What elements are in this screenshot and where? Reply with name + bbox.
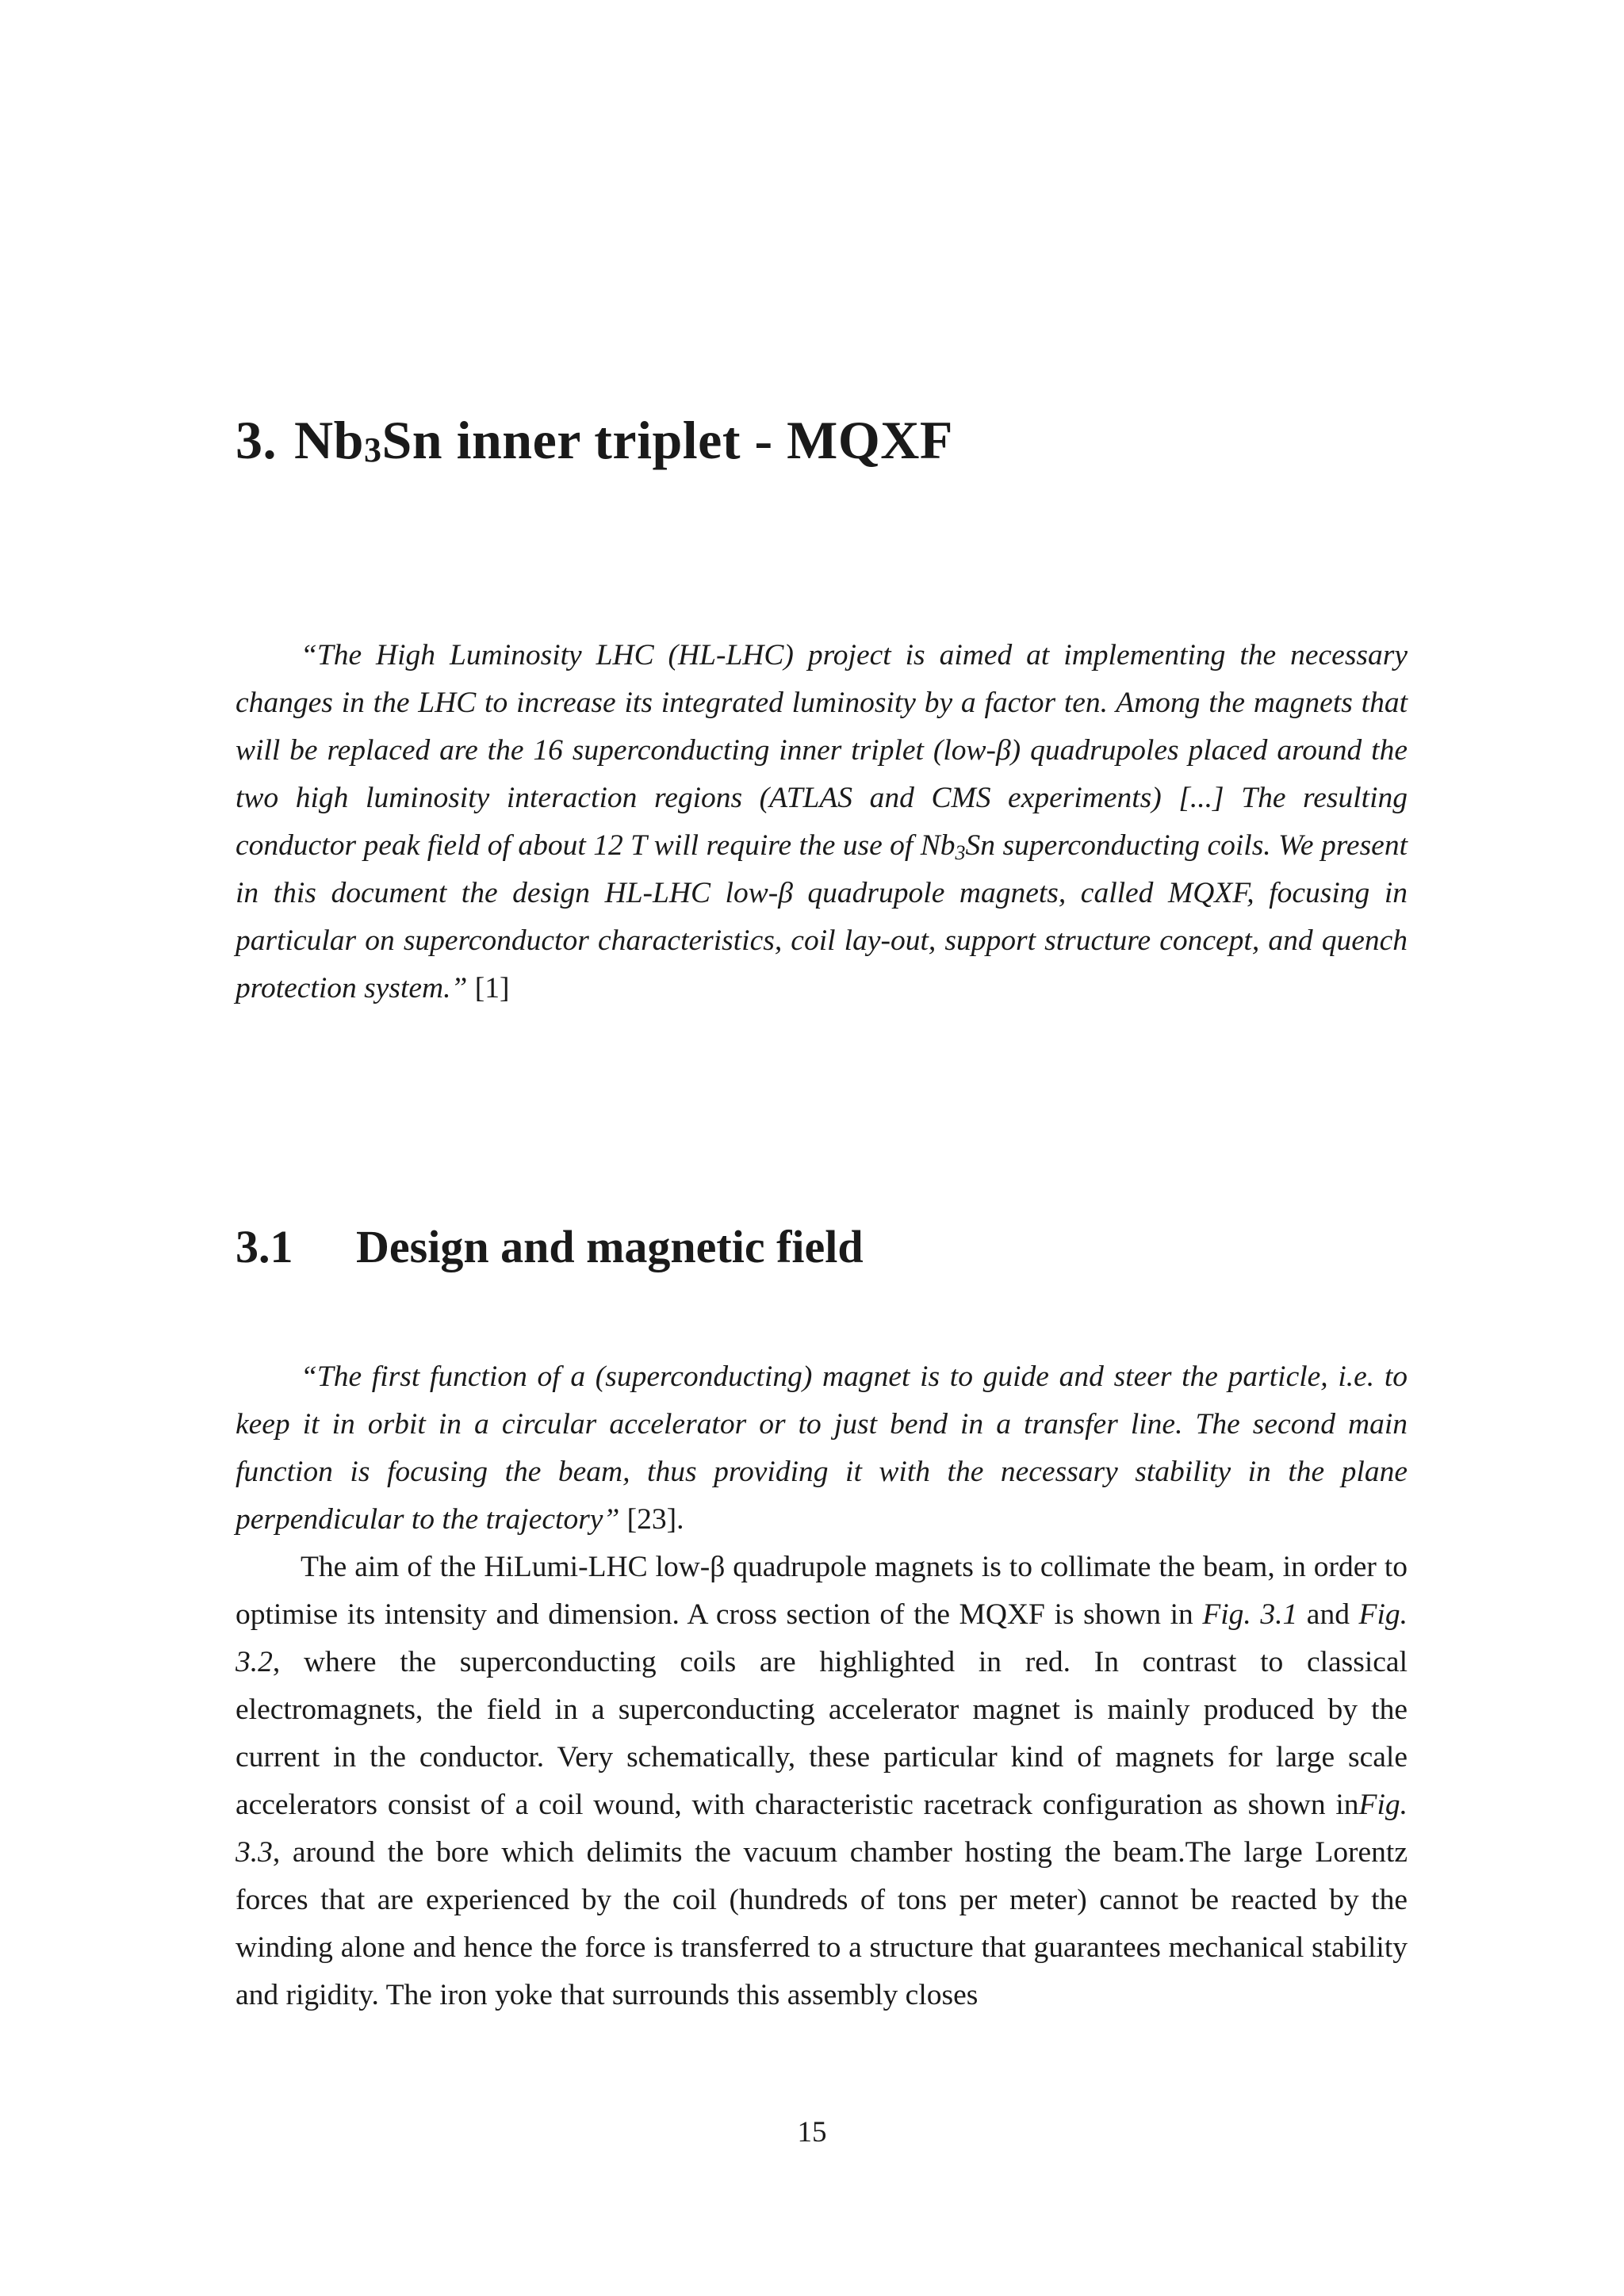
intro-quote-subscript: 3: [955, 841, 966, 864]
body-text-a: The aim of the HiLumi-LHC low-β quadrupole magnets is to collimate the beam, in order to optimise its intensity and dimension. A cross section of the MQXF is shown in: [236, 1551, 1408, 1631]
intro-quote: [236, 632, 1408, 1012]
chapter-number: 3.: [236, 410, 277, 470]
section-title-text: Design and magnetic field: [356, 1221, 864, 1272]
section-quote-citation[interactable]: [23].: [626, 1503, 684, 1536]
intro-quote-block: [236, 632, 1408, 1012]
intro-quote-citation[interactable]: [1]: [474, 972, 510, 1004]
figure-ref-3-1[interactable]: Fig. 3.1: [1202, 1598, 1298, 1631]
chapter-title: [236, 408, 953, 473]
figure-ref-3-2[interactable]: Fig. 3.2: [236, 1598, 1408, 1678]
intro-quote-text-a: “The High Luminosity LHC (HL-LHC) project is aimed at implementing the necessary changes in the LHC to increase its integrated luminosity by a factor ten. Among the magnets that will be replaced are the 16 superconducting inner triplet (low-β) quadrupoles placed around the two high luminosity interaction regions (ATLAS and CMS experiments) [...] The resulting conductor peak field of about 12 T will require the use of Nb: [236, 639, 1408, 862]
body-paragraph: [236, 1544, 1408, 2019]
chapter-title-subscript: 3: [363, 430, 382, 469]
section-body: [236, 1353, 1408, 2019]
body-text-c: , where the superconducting coils are highlighted in red. In contrast to classical electromagnets, the field in a superconducting accelerator magnet is mainly produced by the current in the conductor. Very schematically, these particular kind of magnets for large scale accelerators consist of a coil wound, with characteristic racetrack configuration as shown in: [236, 1646, 1408, 1821]
chapter-title-pre: Nb: [294, 410, 364, 470]
intro-quote-text-b: Sn superconducting coils. We present in this document the design HL-LHC low-β quadrupole magnets, called MQXF, focusing in particular on superconductor characteristics, coil lay-out, support structure concept, and quench protection system.”: [236, 829, 1408, 1004]
body-text-b: and: [1297, 1598, 1359, 1631]
section-quote-text: “The first function of a (superconducting) magnet is to guide and steer the particle, i.e. to keep it in orbit in a circular accelerator or to just bend in a transfer line. The second main function is focusing the beam, thus providing it with the necessary stability in the plane perpendicular to the trajectory”: [236, 1360, 1408, 1536]
section-quote: [236, 1353, 1408, 1544]
figure-ref-3-3[interactable]: Fig. 3.3: [236, 1789, 1408, 1869]
body-text-d: , around the bore which delimits the vacuum chamber hosting the beam.The large Lorentz forces that are experienced by the coil (hundreds of tons per meter) cannot be reacted by the winding alone and hence the force is transferred to a structure that guarantees mechanical stability and rigidity. The iron yoke that surrounds this assembly closes: [236, 1836, 1408, 2011]
page-number: 15: [797, 2116, 827, 2149]
section-number: 3.1: [236, 1221, 293, 1272]
chapter-title-post: Sn inner triplet - MQXF: [381, 410, 953, 470]
section-title: [236, 1219, 864, 1275]
